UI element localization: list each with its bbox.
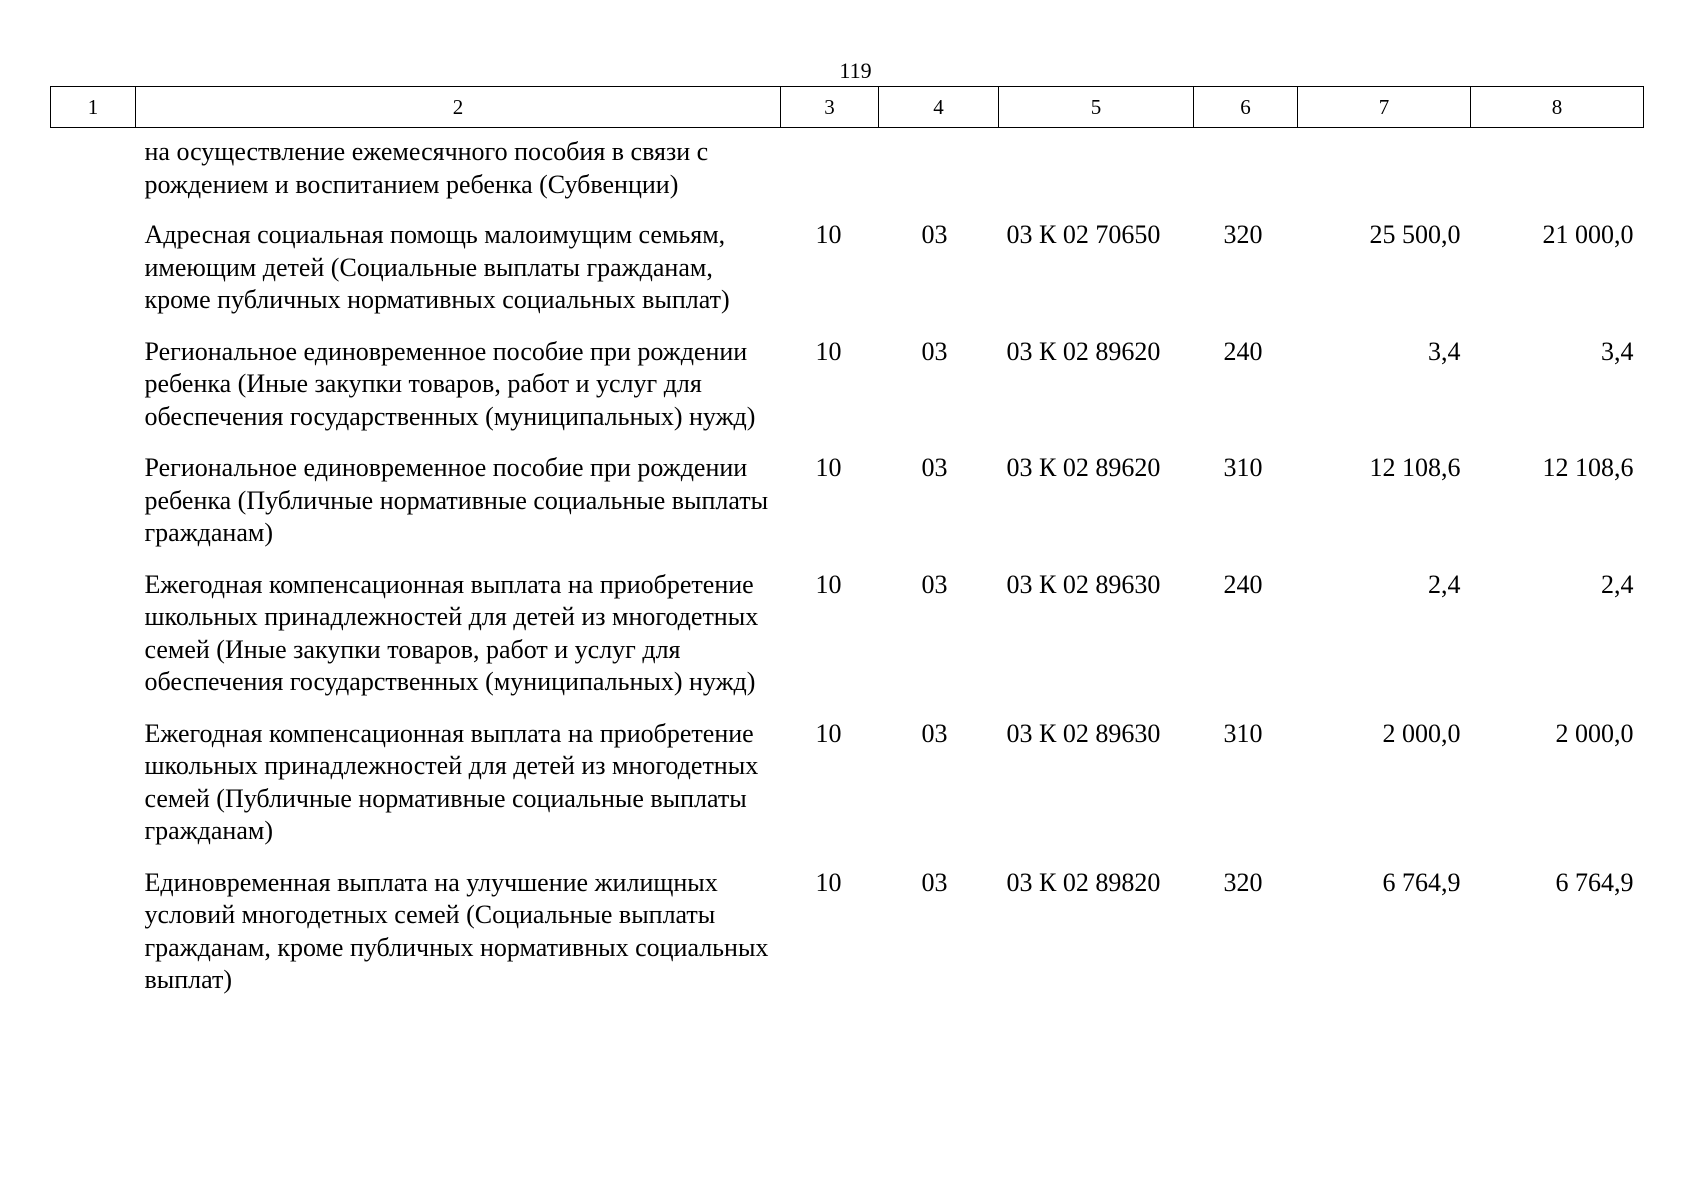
column-header-4: 4 — [879, 87, 999, 128]
row-amount-1: 2 000,0 — [1382, 718, 1461, 748]
column-number-header — [51, 87, 1644, 128]
row-amount-1: 2,4 — [1428, 569, 1461, 599]
row-amount-2: 21 000,0 — [1542, 220, 1634, 249]
row-expense-type: 240 — [1223, 336, 1263, 366]
row-amount-2: 2,4 — [1601, 569, 1634, 599]
row-target-article: 03 К 02 70650 — [1006, 220, 1161, 249]
page-number: 119 — [839, 58, 872, 83]
row-section: 10 — [815, 867, 842, 897]
row-target-article: 03 К 02 89630 — [1006, 569, 1161, 599]
continuation-row — [51, 128, 1644, 211]
row-description: Единовременная выплата на улучшение жилищных условий многодетных семей (Социальные выплаты гражданам, кроме публичных нормативных социальных выплат) — [144, 867, 769, 994]
row-amount-2: 6 764,9 — [1555, 867, 1634, 897]
row-subsection: 03 — [921, 569, 948, 599]
row-amount-1: 12 108,6 — [1369, 453, 1461, 482]
budget-table — [50, 86, 1644, 1007]
row-expense-type: 310 — [1223, 453, 1263, 482]
row-section: 10 — [815, 336, 842, 366]
row-description: Региональное единовременное пособие при рождении ребенка (Публичные нормативные социальные выплаты гражданам) — [144, 453, 769, 547]
row-amount-2: 3,4 — [1601, 336, 1634, 366]
row-section: 10 — [815, 453, 842, 482]
column-header-6: 6 — [1194, 87, 1298, 128]
row-expense-type: 320 — [1223, 220, 1263, 249]
table-row — [51, 560, 1644, 709]
row-amount-1: 3,4 — [1428, 336, 1461, 366]
row-subsection: 03 — [921, 453, 948, 482]
column-header-3: 3 — [781, 87, 879, 128]
row-description: Ежегодная компенсационная выплата на приобретение школьных принадлежностей для детей из многодетных семей (Иные закупки товаров, работ и услуг для обеспечения государственных (муниципальных) нужд) — [144, 569, 759, 696]
row-amount-2: 12 108,6 — [1542, 453, 1634, 482]
column-header-2: 2 — [136, 87, 781, 128]
column-header-7: 7 — [1298, 87, 1471, 128]
table-row — [51, 443, 1644, 560]
row-amount-1: 25 500,0 — [1369, 220, 1461, 249]
table-row — [51, 709, 1644, 858]
header-row — [51, 87, 1644, 128]
row-amount-2: 2 000,0 — [1555, 718, 1634, 748]
row-subsection: 03 — [921, 336, 948, 366]
table-row — [51, 858, 1644, 1007]
row-amount-1: 6 764,9 — [1382, 867, 1461, 897]
row-subsection: 03 — [921, 718, 948, 748]
row-expense-type: 240 — [1223, 569, 1263, 599]
column-header-1: 1 — [51, 87, 136, 128]
row-expense-type: 320 — [1223, 867, 1263, 897]
row-target-article: 03 К 02 89630 — [1006, 718, 1161, 748]
row-subsection: 03 — [921, 867, 948, 897]
column-header-5: 5 — [999, 87, 1194, 128]
table-row — [51, 210, 1644, 327]
row-target-article: 03 К 02 89820 — [1006, 867, 1161, 897]
row-target-article: 03 К 02 89620 — [1006, 336, 1161, 366]
row-description: Ежегодная компенсационная выплата на приобретение школьных принадлежностей для детей из многодетных семей (Публичные нормативные социальные выплаты гражданам) — [144, 718, 759, 845]
row-section: 10 — [815, 718, 842, 748]
row-section: 10 — [815, 220, 842, 249]
table-row — [51, 327, 1644, 444]
row-target-article: 03 К 02 89620 — [1006, 453, 1161, 482]
row-subsection: 03 — [921, 220, 948, 249]
row-section: 10 — [815, 569, 842, 599]
row-description: Адресная социальная помощь малоимущим семьям, имеющим детей (Социальные выплаты гражданам, кроме публичных нормативных социальных выплат) — [144, 220, 730, 314]
column-header-8: 8 — [1471, 87, 1644, 128]
continuation-text: на осуществление ежемесячного пособия в связи с рождением и воспитанием ребенка (Субвенции) — [144, 137, 709, 199]
row-description: Региональное единовременное пособие при рождении ребенка (Иные закупки товаров, работ и услуг для обеспечения государственных (муниципальных) нужд) — [144, 336, 756, 431]
row-expense-type: 310 — [1223, 718, 1263, 748]
